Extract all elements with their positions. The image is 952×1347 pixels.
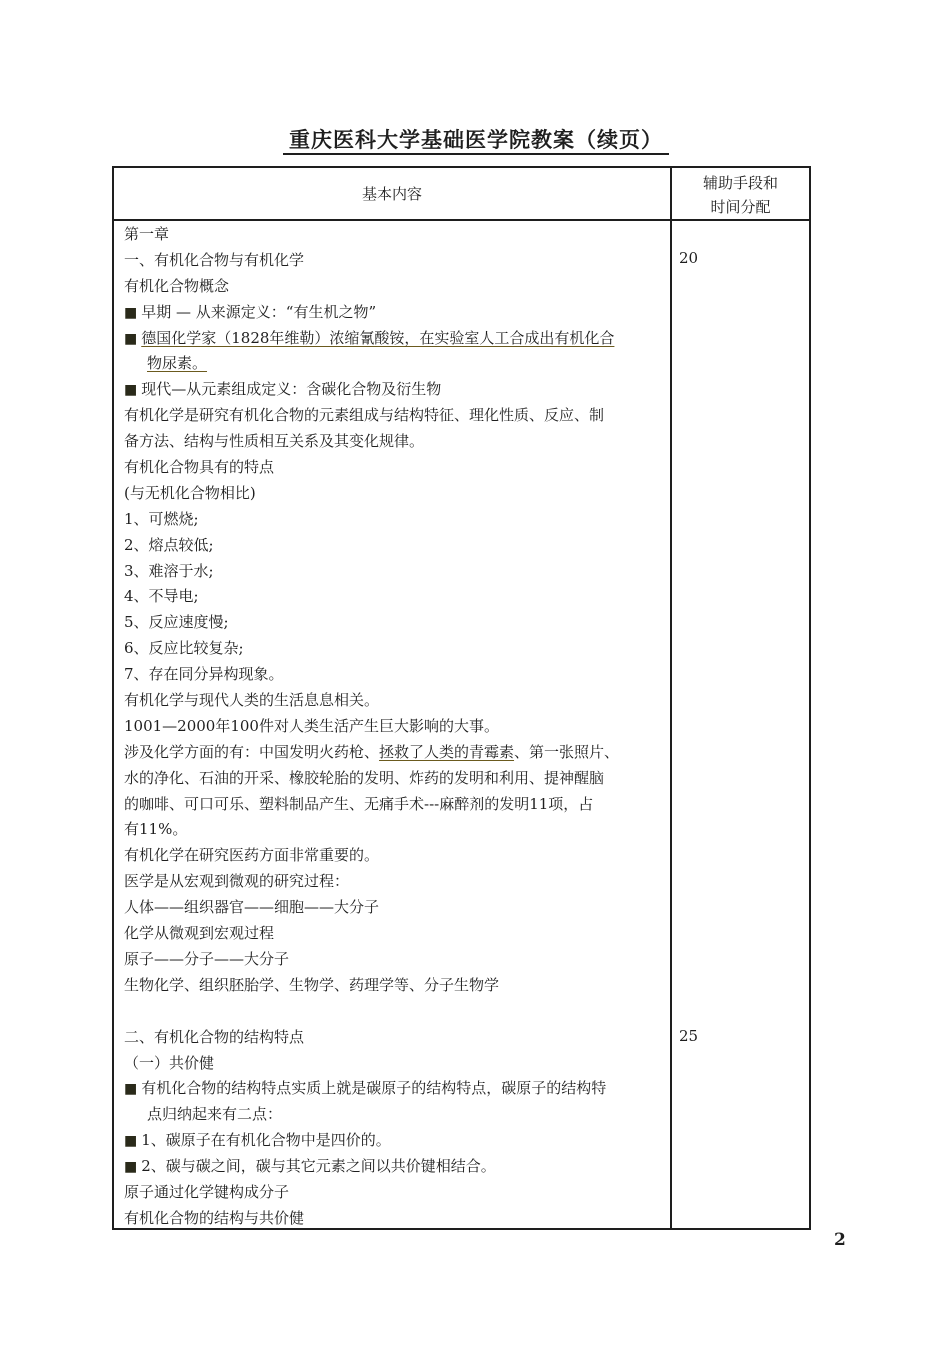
column-divider — [670, 168, 672, 1228]
content-line: 涉及化学方面的有：中国发明火药枪、拯救了人类的青霉素、第一张照片、 — [124, 742, 620, 761]
content-line: （一）共价健 — [124, 1053, 215, 1072]
content-line: ■ 现代—从元素组成定义：含碳化合物及衍生物 — [124, 380, 442, 399]
content-line: 点归纳起来有二点： — [147, 1105, 283, 1124]
content-line: 生物化学、组织胚胎学、生物学、药理学等、分子生物学 — [124, 975, 500, 994]
content-line: 原子——分子——大分子 — [124, 949, 290, 968]
content-line: ■ 1、碳原子在有机化合物中是四价的。 — [124, 1131, 391, 1150]
content-line: (与无机化合物相比) — [124, 483, 256, 502]
content-line: 的咖啡、可口可乐、塑料制品产生、无痛手术---麻醉剂的发明11项，占 — [124, 794, 594, 813]
page-title: 重庆医科大学基础医学院教案（续页） — [0, 124, 952, 154]
header-side-line1: 辅助手段和 — [702, 174, 778, 192]
content-line: 2、熔点较低; — [124, 535, 214, 554]
content-line: 原子通过化学键构成分子 — [124, 1182, 290, 1201]
content-line: 有机化学在研究医药方面非常重要的。 — [124, 846, 380, 865]
header-side — [672, 171, 809, 219]
content-line: ■ 早期 — 从来源定义：“有生机之物” — [124, 302, 377, 321]
bullet-square-icon: ■ — [124, 382, 138, 399]
content-line: 1、可燃烧; — [124, 509, 199, 528]
bullet-square-icon: ■ — [124, 304, 138, 321]
content-line: 二、有机化合物的结构特点 — [124, 1027, 305, 1046]
content-line: 有11%。 — [124, 820, 188, 839]
bullet-square-icon: ■ — [124, 1081, 138, 1098]
content-line: 水的净化、石油的开采、橡胶轮胎的发明、炸药的发明和利用、提神醒脑 — [124, 768, 605, 787]
content-line: 化学从微观到宏观过程 — [124, 924, 275, 943]
content-line: 有机化合物的结构与共价健 — [124, 1208, 305, 1227]
content-line: 一、有机化合物与有机化学 — [124, 250, 305, 269]
bullet-square-icon: ■ — [124, 1133, 138, 1150]
time-allocation-1: 20 — [679, 249, 699, 267]
content-line: 物尿素。 — [147, 354, 208, 373]
content-line: 有机化学与现代人类的生活息息相关。 — [124, 691, 380, 710]
content-line: 有机化合物具有的特点 — [124, 458, 275, 477]
content-line: ■ 有机化合物的结构特点实质上就是碳原子的结构特点，碳原子的结构特 — [124, 1079, 607, 1098]
main-content — [124, 222, 664, 1232]
content-line: 1001—2000年100件对人类生活产生巨大影响的大事。 — [124, 716, 499, 735]
content-line-blank — [124, 999, 664, 1025]
content-line: 4、不导电; — [124, 587, 199, 606]
content-line: 7、存在同分异构现象。 — [124, 665, 284, 684]
content-line: ■ 2、碳与碳之间，碳与其它元素之间以共价键相结合。 — [124, 1157, 496, 1176]
header-divider — [114, 219, 809, 221]
time-allocation-2: 25 — [679, 1027, 699, 1045]
content-line: 备方法、结构与性质相互关系及其变化规律。 — [124, 432, 425, 451]
content-line: 有机化学是研究有机化合物的元素组成与结构特征、理化性质、反应、制 — [124, 406, 605, 425]
content-line: 人体——组织器官——细胞——大分子 — [124, 898, 380, 917]
header-side-line2: 时间分配 — [710, 198, 771, 216]
content-line: 5、反应速度慢; — [124, 613, 229, 632]
content-line: 第一章 — [124, 225, 170, 243]
bullet-square-icon: ■ — [124, 1159, 138, 1176]
content-line: 医学是从宏观到微观的研究过程： — [124, 872, 350, 891]
page-number: 2 — [834, 1230, 846, 1250]
content-line: 3、难溶于水; — [124, 561, 214, 580]
header-main: 基本内容 — [361, 185, 422, 203]
lesson-table — [112, 166, 811, 1230]
content-line: 6、反应比较复杂; — [124, 639, 244, 658]
content-line: ■ 德国化学家（1828年维勒）浓缩氰酸铵，在实验室人工合成出有机化合 — [124, 328, 615, 347]
content-line: 有机化合物概念 — [124, 276, 230, 295]
bullet-square-icon: ■ — [124, 330, 138, 347]
